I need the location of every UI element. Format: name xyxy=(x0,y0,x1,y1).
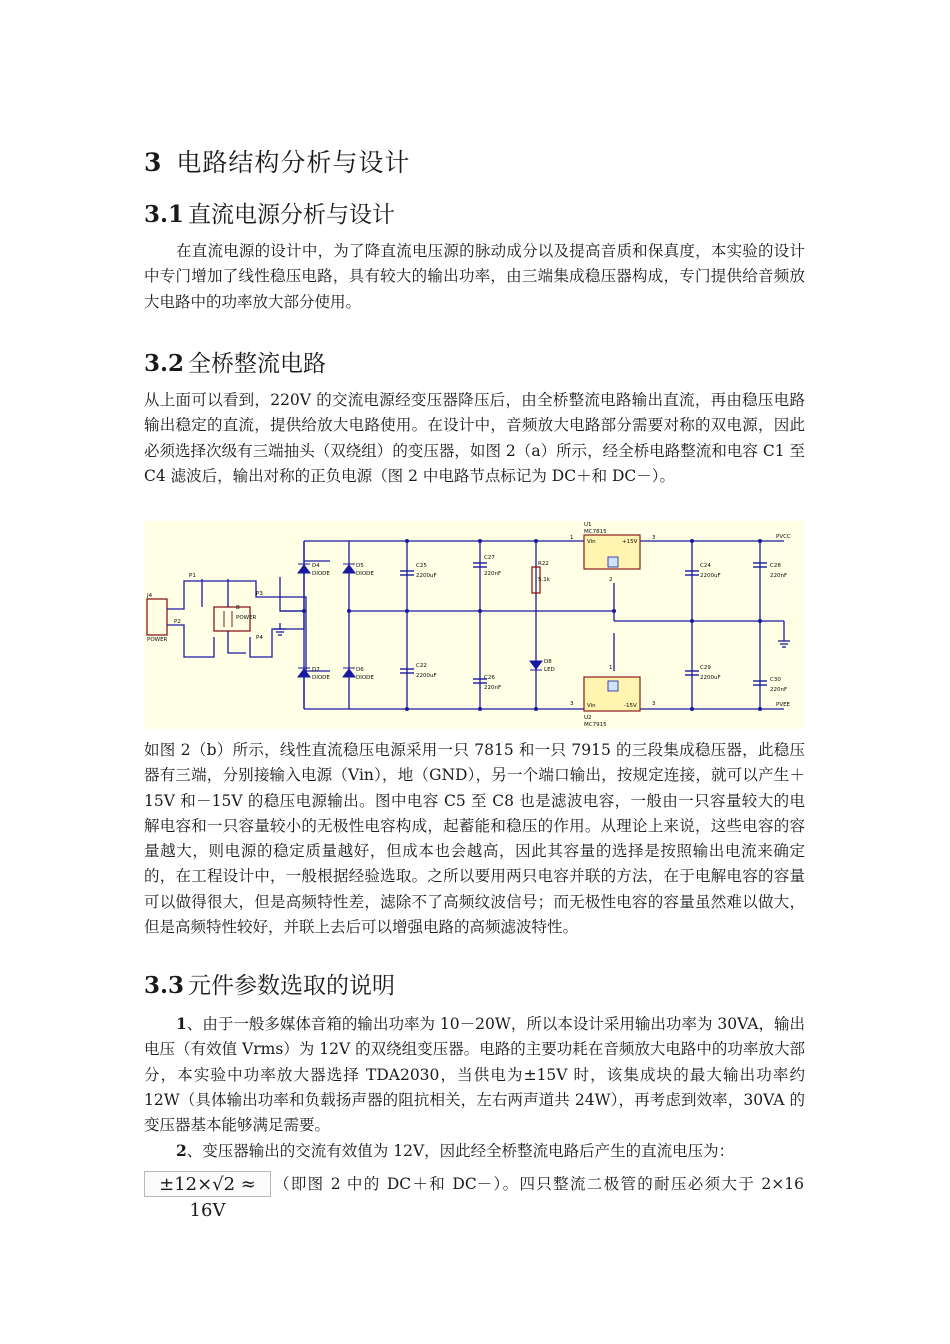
led-d8 xyxy=(530,661,542,669)
label-r22: R22 xyxy=(538,561,549,567)
formula-tail-text xyxy=(274,1172,804,1197)
label-c22-value: 2200uF xyxy=(416,673,437,679)
item-text: （即图 2 中的 DC＋和 DC－）。四只整流二极管的耐压必须大于 2×16 xyxy=(274,1175,804,1193)
section-title: 电路结构分析与设计 xyxy=(176,148,411,177)
label-c24: C24 xyxy=(700,563,711,569)
label-p4: P4 xyxy=(256,635,263,641)
label-pvcc: PVCC xyxy=(776,534,791,540)
label-p3: P3 xyxy=(256,591,263,597)
paragraph-text: 如图 2（b）所示，线性直流稳压电源采用一只 7815 和一只 7915 的三段集成稳压器，此稳压器有三端，分别接输入电源（Vin），地（GND），另一个端口输出，按规定连接，就可以产生＋15V 和－15V 的稳压电源输出。图中电容 C5 至 C8 也是滤波电容，一般由一只容量较大的电解电容和一只容量较小的无极性电容构成，起蓄能和稳压的作用。从理论上来说，这些电容的容量越大，则电源的稳定质量越好，但成本也会越高，因此其容量的选择是按照输出电流来确定的，在工程设计中，一般根据经验选取。之所以要用两只电容并联的方法，在于电解电容的容量可以做得很大，但是高频特性差，滤除不了高频纹波信号；而无极性电容的容量虽然难以做大，但是高频特性较好，并联上去后可以增强电路的高频滤波特性。 xyxy=(144,741,805,937)
label-c28: C28 xyxy=(770,563,781,569)
label-transformer-ref: B xyxy=(236,605,240,611)
paragraph-3-2-b xyxy=(144,738,805,940)
label-r22-value: 5.1k xyxy=(538,577,550,583)
label-j4: J4 xyxy=(147,593,153,599)
subsection-title: 全桥整流电路 xyxy=(188,351,327,377)
paragraph-3-2-a xyxy=(144,388,805,489)
label-c22: C22 xyxy=(416,663,427,669)
label-u2: U2 xyxy=(584,715,592,721)
subsection-title: 元件参数选取的说明 xyxy=(188,973,396,999)
label-u1-out: +15V xyxy=(622,539,638,545)
label-p2: P2 xyxy=(174,619,181,625)
subsection-number: 3.2 xyxy=(144,350,185,377)
label-d6: D6 xyxy=(356,667,364,673)
list-item-2 xyxy=(144,1138,805,1164)
subsection-heading-3-2 xyxy=(144,345,326,378)
label-u1-vin: Vin xyxy=(587,539,596,545)
subsection-heading-3-1 xyxy=(144,196,395,229)
label-d5: D5 xyxy=(356,563,364,569)
label-d7: D7 xyxy=(312,667,320,673)
label-pin-3b: 3 xyxy=(570,701,574,707)
diode-d4 xyxy=(298,565,310,573)
subsection-title: 直流电源分析与设计 xyxy=(188,202,396,228)
paragraph-3-3 xyxy=(144,1011,805,1165)
label-u1: U1 xyxy=(584,522,592,528)
label-pin-3c: 3 xyxy=(652,701,656,707)
diode-d6 xyxy=(343,669,355,677)
label-c25-value: 2200uF xyxy=(416,573,437,579)
subsection-number: 3.3 xyxy=(144,972,185,999)
label-u2-vin: Vin xyxy=(587,703,596,709)
label-d5-type: DIODE xyxy=(356,571,374,577)
label-c30-value: 220nF xyxy=(770,687,788,693)
label-transformer: POWER xyxy=(236,615,257,621)
label-u2-part: MC7915 xyxy=(584,722,607,728)
formula-text: ±12×√2 ≈ 16V xyxy=(159,1174,256,1221)
label-d8: D8 xyxy=(544,659,552,665)
label-c26: C26 xyxy=(484,675,495,681)
label-j-power: POWER xyxy=(147,637,168,643)
label-d4: D4 xyxy=(312,563,320,569)
label-c29: C29 xyxy=(700,665,711,671)
label-d6-type: DIODE xyxy=(356,675,374,681)
label-pin-1b: 1 xyxy=(609,665,613,671)
paragraph-text: 在直流电源的设计中，为了降直流电压源的脉动成分以及提高音质和保真度，本实验的设计中专门增加了线性稳压电路，具有较大的输出功率，由三端集成稳压器构成，专门提供给音频放大电路中的功率放大部分使用。 xyxy=(144,242,805,311)
label-c26-value: 220nF xyxy=(484,685,502,691)
paragraph-text: 从上面可以看到，220V 的交流电源经变压器降压后，由全桥整流电路输出直流，再由稳压电路输出稳定的直流，提供给放大电路使用。在设计中，音频放大电路部分需要对称的双电源，因此必须选择次级有三端抽头（双绕组）的变压器，如图 2（a）所示，经全桥电路整流和电容 C1 至 C4 滤波后，输出对称的正负电源（图 2 中电路节点标记为 DC＋和 DC－）。 xyxy=(144,391,805,485)
label-p1: P1 xyxy=(189,573,196,579)
diode-d7 xyxy=(298,669,310,677)
item-number: 1 xyxy=(176,1014,187,1033)
schematic-svg xyxy=(144,521,804,729)
label-c24-value: 2200uF xyxy=(700,573,721,579)
label-pin-2: 2 xyxy=(609,577,613,583)
label-c30: C30 xyxy=(770,677,781,683)
paragraph-3-1 xyxy=(144,239,805,315)
section-number: 3 xyxy=(144,148,163,177)
item-text: 、由于一般多媒体音箱的输出功率为 10－20W，所以本设计采用输出功率为 30VA，输出电压（有效值 Vrms）为 12V 的双绕组变压器。电路的主要功耗在音频放大电路中的功率放大部分，本实验中功率放大器选择 TDA2030，当供电为±15V 时，该集成块的最大输出功率约 12W（具体输出功率和负载扬声器的阻抗相关，左右两声道共 24W），再考虑到效率，30VA 的变压器基本能够满足需要。 xyxy=(144,1015,805,1135)
label-d7-type: DIODE xyxy=(312,675,330,681)
formula-image xyxy=(144,1171,271,1221)
label-d8-type: LED xyxy=(544,667,555,673)
subsection-number: 3.1 xyxy=(144,201,185,228)
label-pin-1: 1 xyxy=(570,535,574,541)
label-d4-type: DIODE xyxy=(312,571,330,577)
label-c28-value: 220nF xyxy=(770,573,788,579)
label-u2-out: -15V xyxy=(624,703,637,709)
subsection-heading-3-3 xyxy=(144,967,395,1000)
label-pin-3: 3 xyxy=(652,535,656,541)
section-heading xyxy=(144,143,410,179)
list-item-1 xyxy=(144,1011,805,1138)
diode-d5 xyxy=(343,565,355,573)
power-supply-schematic xyxy=(144,521,804,729)
item-number: 2 xyxy=(176,1141,187,1161)
item-text: 、变压器输出的交流有效值为 12V，因此经全桥整流电路后产生的直流电压为： xyxy=(186,1142,735,1161)
label-u1-part: MC7815 xyxy=(584,529,607,535)
label-pvee: PVEE xyxy=(776,702,791,708)
connector-j4 xyxy=(147,599,167,635)
label-c29-value: 2200uF xyxy=(700,675,721,681)
label-c27-value: 220nF xyxy=(484,571,502,577)
label-c27: C27 xyxy=(484,555,495,561)
label-c25: C25 xyxy=(416,563,427,569)
